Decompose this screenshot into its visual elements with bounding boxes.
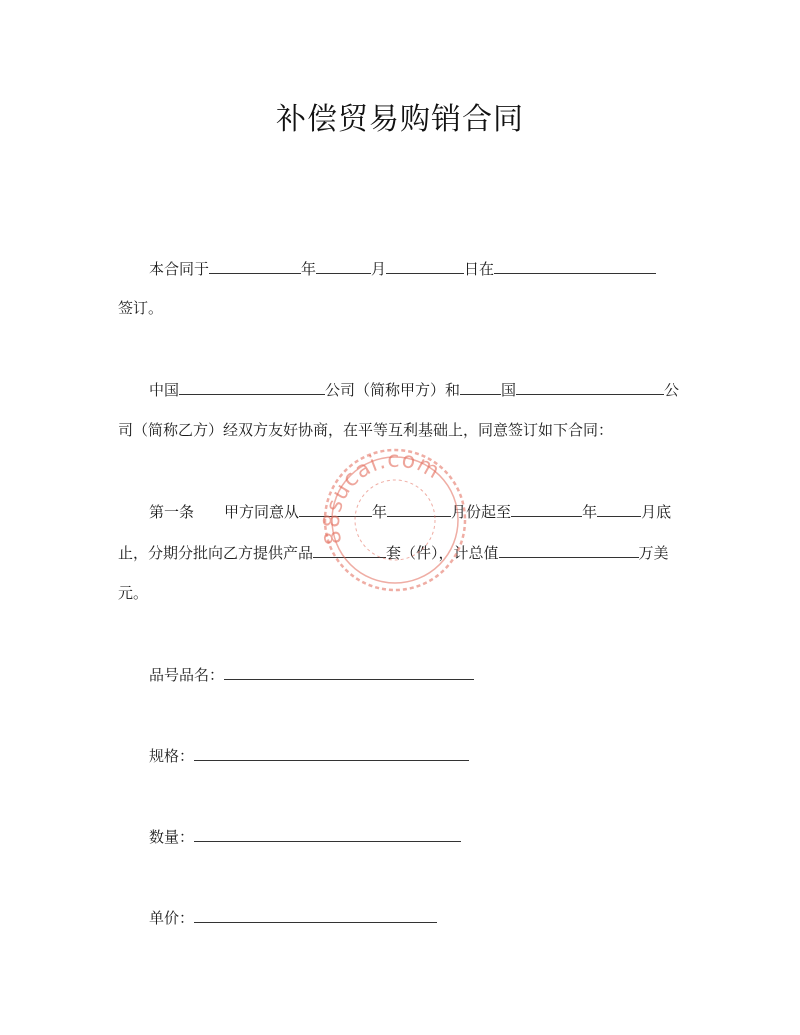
date-year-blank [209, 258, 301, 274]
watermark-text: 88sucai.com [320, 447, 445, 547]
article-label: 第一条 [149, 503, 195, 521]
document-title: 补偿贸易购销合同 [276, 102, 524, 137]
para2-country: 国 [501, 381, 517, 399]
para2-line2: 司（简称乙方）经双方友好协商，在平等互利基础上，同意签订如下合同： [118, 421, 614, 439]
spec-label: 规格： [149, 747, 195, 765]
para1-year: 年 [301, 260, 317, 278]
unit-price-blank [194, 907, 437, 923]
para3-amount-unit: 万美 [638, 544, 669, 562]
end-year-blank [511, 501, 582, 517]
field-unit-price [149, 907, 437, 928]
country-blank [460, 379, 501, 395]
company-b-blank [516, 379, 664, 395]
para2-china: 中国 [149, 381, 180, 399]
field-quantity [149, 826, 461, 847]
field-product-name [149, 664, 474, 685]
para2-company-a: 公司（简称甲方）和 [325, 381, 461, 399]
para3-line3: 元。 [118, 584, 149, 602]
para1-day: 日在 [464, 260, 495, 278]
para3-line2-prefix: 止，分期分批向乙方提供产品 [118, 544, 314, 562]
company-a-blank [179, 379, 325, 395]
total-value-blank [499, 542, 639, 558]
svg-text:88sucai.com [320, 447, 444, 546]
unit-price-label: 单价： [149, 909, 195, 927]
para3-year1: 年 [372, 503, 388, 521]
spec-blank [194, 745, 469, 761]
quantity-label: 数量： [149, 828, 195, 846]
quantity-blank [194, 826, 461, 842]
product-name-blank [224, 664, 474, 680]
para1-line2: 签订。 [118, 299, 164, 317]
para3-year2: 年 [582, 503, 598, 521]
para2-company-char: 公 [664, 381, 680, 399]
para1-month: 月 [371, 260, 387, 278]
para3-agree-from: 甲方同意从 [224, 503, 300, 521]
para3-month-end: 月底 [641, 503, 672, 521]
place-blank [494, 258, 656, 274]
date-day-blank [386, 258, 464, 274]
field-spec [149, 745, 469, 766]
para3-sets: 套（件），计总值 [386, 544, 499, 562]
para3-month-from: 月份起至 [451, 503, 512, 521]
end-month-blank [597, 501, 641, 517]
para2-line1 [149, 379, 679, 400]
product-name-label: 品号品名： [149, 666, 225, 684]
watermark-stamp [320, 445, 470, 595]
para1-prefix: 本合同于 [149, 260, 210, 278]
para1-line1 [149, 258, 656, 279]
date-month-blank [316, 258, 371, 274]
